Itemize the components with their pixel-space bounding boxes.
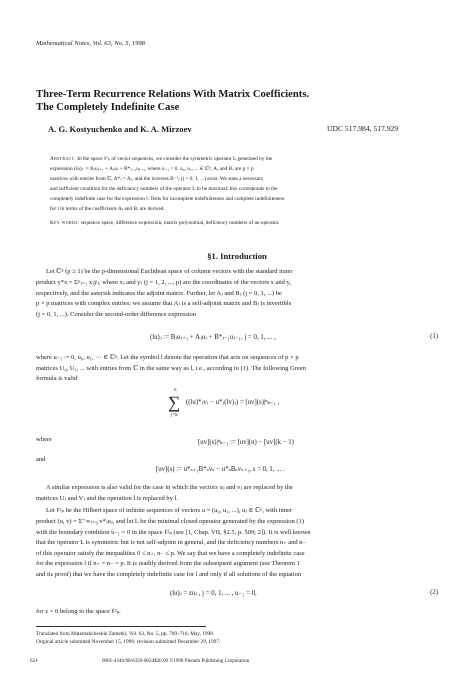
paragraph-2 — [36, 353, 438, 385]
text-line: (j = 0, 1, ...). Consider the second-order difference expression — [36, 310, 197, 318]
page-number: 624 — [30, 658, 38, 664]
text-line: with the boundary condition u₋₁ = 0 in the space ℓ²ₚ (see [1, Chap. VII, §2.5, p. 509; 2]). It is well known — [36, 528, 311, 536]
text-line: product (u, v) = Σ⁺∞ⱼ₌₀ v*ⱼuⱼ, and let L be the minimal closed operator generated by the expression (1) — [36, 518, 304, 525]
sum-upper-limit: n — [174, 388, 177, 393]
text-line: Let ℓ²ₚ be the Hilbert space of infinite sequences of vectors u = (u₀, u₁, ...), uⱼ ∈ ℂᵖ, with inner — [46, 507, 293, 514]
keywords-label: Key words: — [50, 220, 80, 226]
keywords — [50, 220, 428, 226]
sum-expression: ((lu)*ⱼvⱼ − u*ⱼ(lv)ⱼ) = [uv](s)|ⁿₖ₋₁ , — [186, 399, 280, 406]
text-line: formula is valid: — [36, 375, 79, 383]
text-line: for the expression l if n₊ = n₋ = p. It is readily derived from the subsequent argument (see Theorem 1 — [36, 560, 300, 568]
paragraph-1 — [36, 267, 438, 278]
and-label: and — [36, 456, 46, 463]
equation-bracket: [uv](s) := u*ₛ₊₁B*ₛvₛ − u*ₛBₛvₛ₊₁, s = 0, 1, ... . — [156, 466, 285, 473]
equation-1: (lu)ⱼ := Bⱼuⱼ₊₁ + Aⱼuⱼ + B*ⱼ₋₁uⱼ₋₁, j = 0, 1, ... , — [150, 334, 276, 341]
text-line: p × p matrices with complex entries; we assume that Aⱼ is a self-adjoint matrix and Bⱼ is invertible — [36, 300, 292, 308]
paragraph-5: for z = 0 belong to the space ℓ²ₚ. — [36, 608, 121, 615]
equation-number-1: (1) — [430, 333, 438, 340]
text-line: matrices Uⱼ and Vⱼ and the operation l is replaced by l. — [36, 495, 178, 502]
paper-title — [36, 88, 436, 114]
udc-code: UDC 517.984, 517.929 — [327, 124, 399, 133]
text-line: that the operator L is symmetric but is not self-adjoint in general, and the deficiency numbers n₊ and n₋ — [36, 539, 306, 547]
paragraph-3-cont — [36, 494, 438, 505]
title-line-1: Three-Term Recurrence Relations With Matrix Coefficients. — [36, 89, 310, 100]
text-line: and its proof) that we have the completely indefinite case for l and only if all solutions of the equation — [36, 570, 302, 578]
text-line: matrices U₀, U₁, ... with entries from ℂ in the same way as l, i.e., according to (1). The following Green — [36, 364, 306, 372]
keywords-text: sequence space, difference expression, matrix polynomial, deficiency numbers of an operator. — [80, 220, 280, 226]
abstract-line: completely indefinite case for the expression l. Tests for incomplete indefiniteness and complete indefiniteness — [50, 195, 285, 202]
abstract — [50, 155, 428, 214]
copyright-line: 0001-4346/98/6356-0624$20.00 ©1998 Plenum Publishing Corporation — [102, 658, 250, 664]
authors: A. G. Kostyuchenko and K. A. Mirzoev — [48, 124, 192, 134]
footnote-rule — [36, 626, 206, 627]
paragraph-3 — [36, 483, 438, 494]
where-label: where — [36, 436, 52, 443]
green-formula — [168, 388, 308, 428]
paragraph-1-cont — [36, 278, 438, 320]
text-line: of this operator satisfy the inequalities 0 ≤ n₊, n₋ ≤ p. We say that we have a completely indefinite case — [36, 549, 305, 557]
translation-note: Translated from Matematicheskie Zametki, Vol. 63, No. 5, pp. 709–716, May, 1998. — [36, 631, 215, 637]
text-line: Let ℂᵖ (p ≥ 1) be the p-dimensional Euclidean space of column vectors with the standard inner — [46, 268, 293, 275]
text-line: A similar expression is also valid for the case in which the vectors uⱼ and vⱼ are replaced by the — [46, 484, 293, 491]
text-line: respectively, and the asterisk indicates the adjoint matrix. Further, let Aⱼ and Bⱼ (j = 0, 1, ...) be — [36, 289, 282, 297]
sigma-icon: ∑ — [168, 393, 181, 412]
running-head: Mathematical Notes, Vol. 63, No. 5, 1998 — [36, 40, 145, 47]
equation-bracket-diff: [uv](s)|ⁿₖ₋₁ := [uv](n) − [uv](k − 1) — [198, 439, 294, 446]
paragraph-4 — [36, 506, 438, 517]
abstract-line: and sufficient condition for the deficiency numbers of the operator L to be maximal; this corresponds to the — [50, 185, 278, 192]
section-heading: §1. Introduction — [207, 251, 267, 261]
submission-note: Original article submitted November 15, 1996; revision submitted December 29, 1997. — [36, 639, 221, 645]
equation-number-2: (2) — [430, 589, 438, 596]
text-line: where u₋₁ := 0, u₀, u₁, ··· ∈ ℂᵖ. Let the symbol l denote the operation that acts on sequences of p × p — [36, 354, 299, 361]
text-line: product y*x = Σᵖⱼ₌₁ xⱼȳⱼ, where xⱼ and yⱼ (j = 1, 2, ..., p) are the coordinates of the vectors x and y, — [36, 279, 291, 286]
abstract-label: Abstract. — [50, 156, 76, 162]
abstract-line: for l in terms of the coefficients Aⱼ and Bⱼ are derived. — [50, 205, 165, 212]
equation-2: (lu)ⱼ = zuⱼ , j = 0, 1, ... , u₋₁ = 0, — [170, 590, 257, 597]
abstract-line: In the space ℓ²ₚ of vector sequences, we consider the symmetric operator L generated by the — [77, 156, 273, 162]
abstract-line: matrices with entries from ℂ, A*ⱼ = Aⱼ, and the inverses B⁻¹ⱼ (j = 0, 1, ...) exist. We state a necessary — [50, 175, 264, 182]
title-line-2: The Completely Indefinite Case — [36, 102, 180, 113]
paragraph-4-cont — [36, 517, 438, 581]
abstract-line: expression (lu)ⱼ := Bⱼuⱼ₊₁ + Aⱼuⱼ + B*ⱼ₋₁uⱼ₋₁, where u₋₁ = 0, u₀, u₁, ... ∈ ℂᵖ, Aⱼ and Bⱼ are p × p — [50, 165, 254, 172]
sum-lower-limit: j=k — [171, 413, 178, 418]
